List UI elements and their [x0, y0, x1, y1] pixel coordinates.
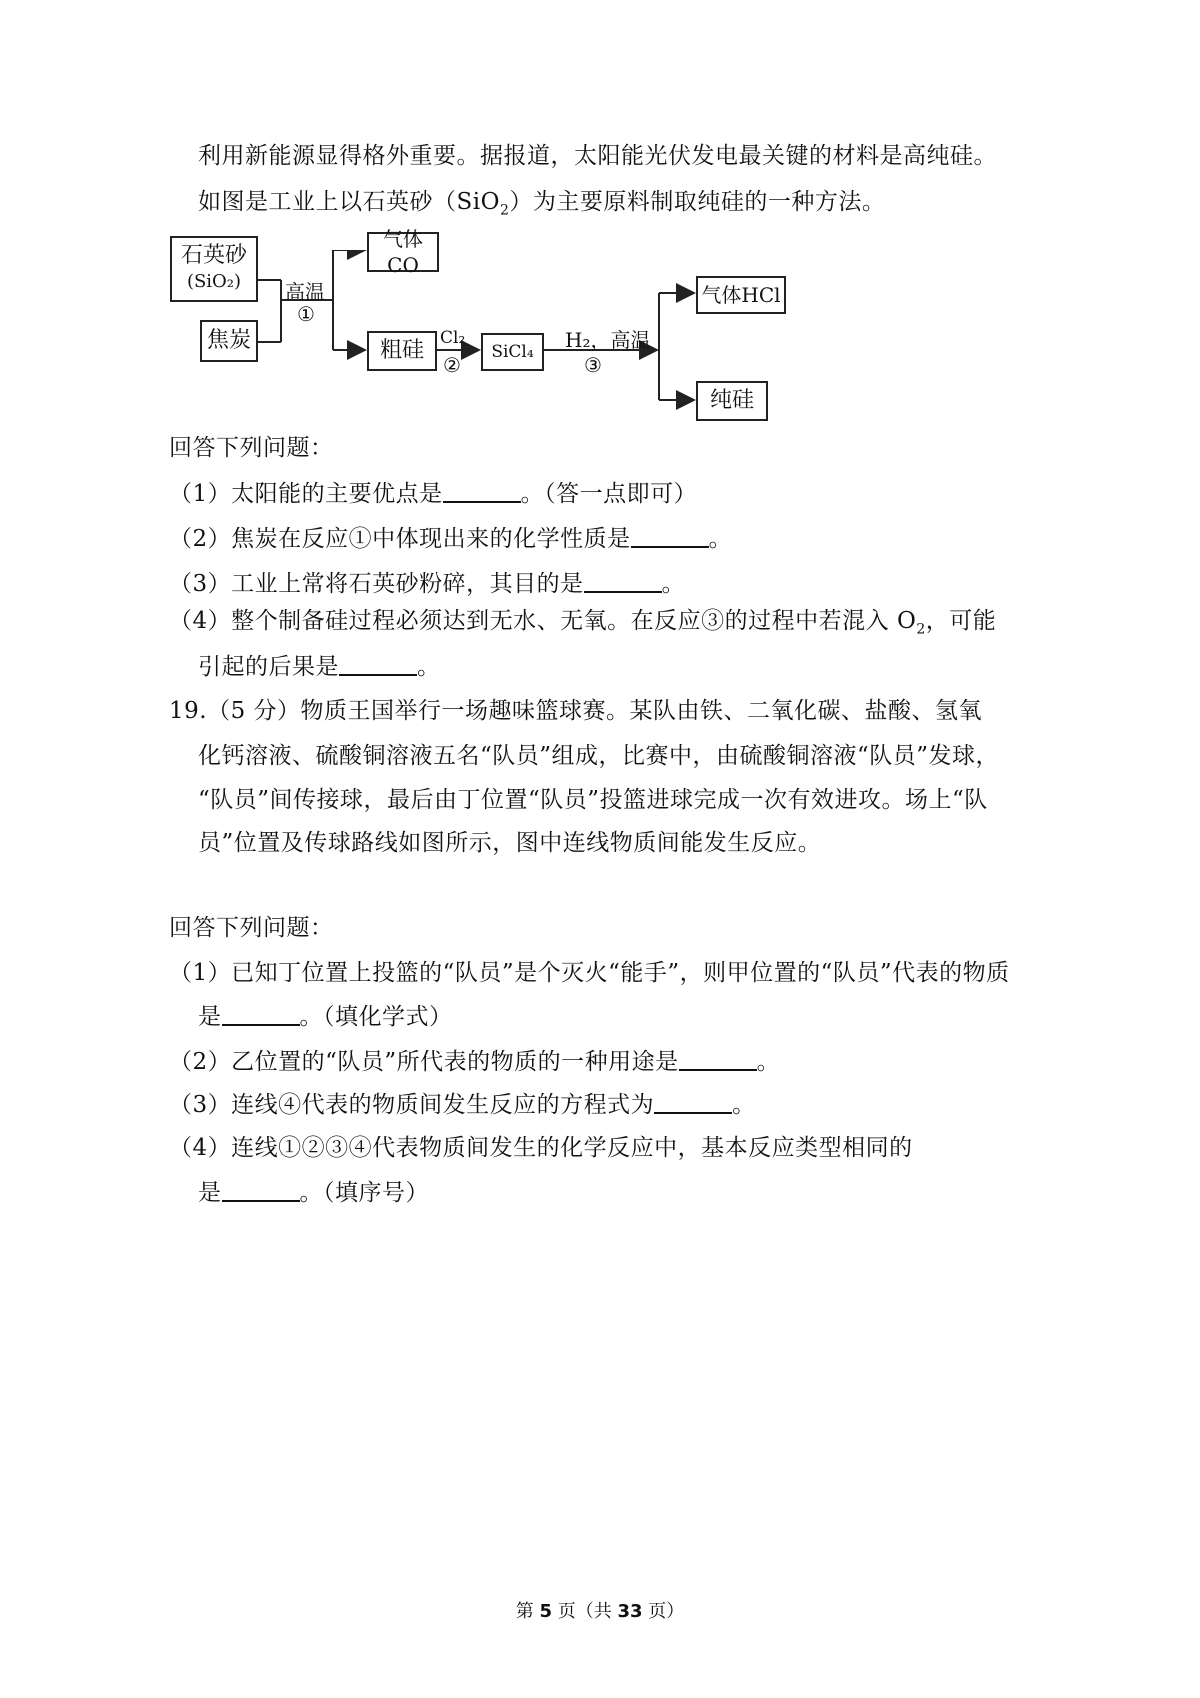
- q18-item-4-text: （4）整个制备硅过程必须达到无水、无氧。在反应③的过程中若混入 O: [169, 608, 917, 634]
- footer-total-pages: 33: [617, 1601, 643, 1622]
- q19-item-1-line-1: （1）已知丁位置上投篮的“队员”是个灭火“能手”，则甲位置的“队员”代表的物质: [169, 960, 1010, 986]
- q19-answer-heading: 回答下列问题：: [169, 915, 334, 941]
- q18-item-2-tail: 。: [708, 526, 733, 552]
- q19-stem-line-3: “队员”间传接球，最后由丁位置“队员”投篮进球完成一次有效进攻。场上“队: [198, 787, 988, 813]
- box-gas-co: [367, 227, 439, 277]
- q19-item-4-line-2-tail: 。（填序号）: [299, 1180, 429, 1206]
- q19-item-1-line-2: [198, 1000, 453, 1033]
- q18-item-2-text: （2）焦炭在反应①中体现出来的化学性质是: [169, 526, 631, 552]
- step3-condition: H₂，高温: [565, 328, 651, 352]
- q19-stem-line-2: 化钙溶液、硫酸铜溶液五名“队员”组成，比赛中，由硫酸铜溶液“队员”发球，: [198, 743, 1000, 769]
- q18-item-4-line-2-tail: 。: [417, 654, 441, 680]
- step2-number: ②: [443, 353, 461, 377]
- answer-blank[interactable]: [584, 567, 662, 593]
- answer-blank[interactable]: [222, 1000, 300, 1026]
- q18-item-2: [169, 522, 732, 555]
- q19-item-2-tail: 。: [756, 1049, 781, 1075]
- q18-item-1-tail: 。（答一点即可）: [520, 481, 698, 507]
- q18-item-4-line-2-text: 引起的后果是: [198, 654, 339, 680]
- box-gas-hcl-label: 气体HCl: [701, 283, 781, 307]
- answer-blank[interactable]: [654, 1088, 732, 1114]
- intro-line-2-suffix: ）为主要原料制取纯硅的一种方法。: [509, 189, 886, 215]
- q19-item-3-text: （3）连线④代表的物质间发生反应的方程式为: [169, 1092, 655, 1118]
- q18-item-1-text: （1）太阳能的主要优点是: [169, 481, 443, 507]
- step1-condition: 高温: [285, 280, 325, 304]
- q18-item-4-tail: ，可能: [925, 608, 997, 634]
- q19-item-1-line-2-text: 是: [198, 1004, 222, 1030]
- q19-item-4-line-1: （4）连线①②③④代表物质间发生的化学反应中，基本反应类型相同的: [169, 1135, 913, 1161]
- q18-item-3-tail: 。: [661, 571, 686, 597]
- footer-page-number: 5: [539, 1601, 552, 1622]
- box-gas-hcl: [696, 276, 786, 314]
- box-crude-silicon: [367, 331, 437, 371]
- box-pure-silicon-label: 纯硅: [709, 388, 754, 413]
- step3-number: ③: [584, 353, 602, 377]
- answer-blank[interactable]: [631, 522, 709, 548]
- box-pure-silicon: [696, 381, 768, 421]
- answer-blank[interactable]: [222, 1176, 300, 1202]
- footer-prefix: 第: [515, 1601, 540, 1622]
- q19-item-4-line-2-text: 是: [198, 1180, 222, 1206]
- box-quartz-sand-label: 石英砂: [180, 243, 247, 268]
- footer-middle: 页（共: [552, 1601, 618, 1622]
- q19-stem-line-4: 员”位置及传球路线如图所示，图中连线物质间能发生反应。: [198, 830, 822, 856]
- page-footer: [0, 1597, 1200, 1623]
- answer-blank[interactable]: [339, 650, 417, 676]
- q19-item-4-line-2: [198, 1176, 429, 1209]
- q18-item-4-line-1: （4）整个制备硅过程必须达到无水、无氧。在反应③的过程中若混入 $O_2$，可能: [169, 608, 997, 638]
- box-coke-label: 焦炭: [206, 328, 251, 353]
- box-gas-co-label: 气体CO: [383, 227, 423, 277]
- q19-item-2: [169, 1045, 780, 1078]
- silicon-process-diagram: [180, 227, 835, 430]
- q18-item-3: [169, 567, 685, 600]
- q18-item-1: [169, 477, 697, 510]
- intro-line-2-prefix: 如图是工业上以石英砂（SiO: [198, 189, 500, 215]
- box-coke: [200, 320, 258, 362]
- box-sicl4-label: SiCl₄: [491, 342, 534, 362]
- intro-line-2: 如图是工业上以石英砂（SiO$_2$）为主要原料制取纯硅的一种方法。: [198, 189, 886, 219]
- intro-line-1: 利用新能源显得格外重要。据报道，太阳能光伏发电最关键的材料是高纯硅。: [198, 143, 997, 169]
- box-crude-silicon-label: 粗硅: [379, 338, 424, 363]
- q19-item-1-line-2-tail: 。（填化学式）: [299, 1004, 453, 1030]
- box-quartz-sand-formula: (SiO₂): [186, 271, 242, 292]
- box-quartz-sand: [170, 236, 258, 302]
- answer-blank[interactable]: [679, 1045, 757, 1071]
- q19-item-2-text: （2）乙位置的“队员”所代表的物质的一种用途是: [169, 1049, 679, 1075]
- q18-answer-heading: 回答下列问题：: [169, 435, 334, 461]
- box-sicl4: [481, 333, 544, 371]
- q18-item-3-text: （3）工业上常将石英砂粉碎，其目的是: [169, 571, 584, 597]
- q19-item-3-tail: 。: [732, 1092, 756, 1118]
- q19-stem-line-1: 19.（5 分）物质王国举行一场趣味篮球赛。某队由铁、二氧化碳、盐酸、氢氧: [169, 698, 983, 724]
- footer-suffix: 页）: [642, 1601, 685, 1622]
- answer-blank[interactable]: [443, 477, 521, 503]
- step1-number: ①: [297, 302, 315, 326]
- q18-item-4-line-2: [198, 650, 441, 683]
- step2-condition: Cl₂: [440, 328, 466, 348]
- q19-item-3: [169, 1088, 756, 1121]
